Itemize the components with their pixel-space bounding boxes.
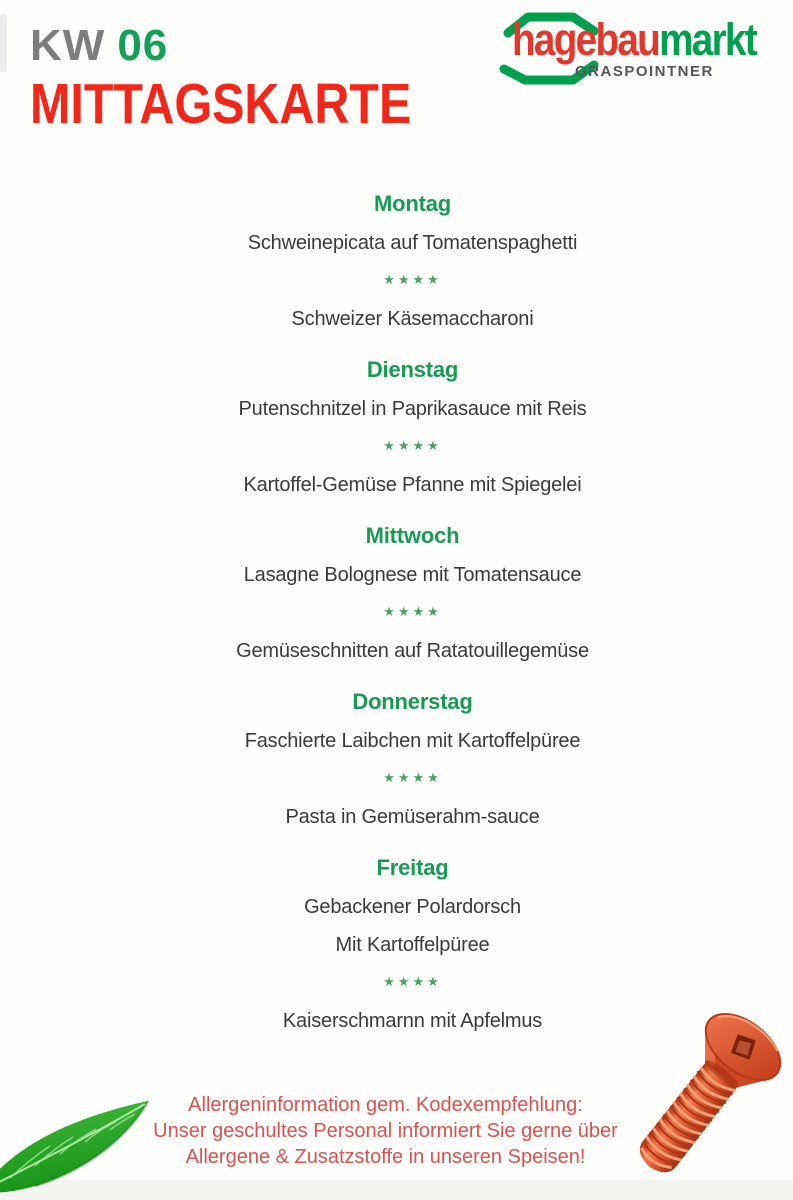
weekly-menu [16,188,793,1044]
week-number: 06 [117,21,169,70]
week-label: KW [30,21,106,70]
dish: Schweizer Käsemaccharoni [291,308,534,330]
day-heading-freitag: Freitag [376,855,449,880]
allergen-line: Unser geschultes Personal informiert Sie gerne über [153,1120,618,1142]
hagebau-logo [495,5,785,85]
dish: Lasagne Bolognese mit Tomatensauce [243,564,582,586]
day-heading-dienstag: Dienstag [366,357,459,382]
week-line [30,22,168,70]
dish: Mit Kartoffelpüree [335,934,490,956]
brand-subtitle: GRASPOINTNER [575,63,714,80]
allergen-line: Allergeninformation gem. Kodexempfehlung: [188,1094,583,1116]
brand-hagebau: hagebau [512,14,660,65]
day-heading-montag: Montag [373,191,451,216]
scan-edge-artifact [0,14,7,72]
allergen-line: Allergene & Zusatzstoffe in unseren Speisen! [185,1146,586,1168]
screw-image [610,995,793,1200]
dish: Putenschnitzel in Paprikasauce mit Reis [238,398,587,420]
course-separator: ★★★★ [383,272,442,287]
brand-wordmark [512,16,756,64]
leaf-image [0,1094,155,1196]
day-heading-mittwoch: Mittwoch [365,523,460,548]
dish: Pasta in Gemüserahm-sauce [285,806,540,828]
brand-markt: markt [659,14,756,65]
dish: Schweinepicata auf Tomatenspaghetti [247,232,578,254]
dish: Kaiserschmarnn mit Apfelmus [282,1010,543,1032]
course-separator: ★★★★ [383,974,442,989]
course-separator: ★★★★ [383,604,442,619]
course-separator: ★★★★ [383,438,442,453]
dish: Gemüseschnitten auf Ratatouillegemüse [236,640,589,662]
dish: Faschierte Laibchen mit Kartoffelpüree [244,730,581,752]
course-separator: ★★★★ [383,770,442,785]
dish: Kartoffel-Gemüse Pfanne mit Spiegelei [243,474,582,496]
page-title: MITTAGSKARTE [30,72,412,136]
day-heading-donnerstag: Donnerstag [352,689,473,714]
dish: Gebackener Polardorsch [304,896,521,918]
